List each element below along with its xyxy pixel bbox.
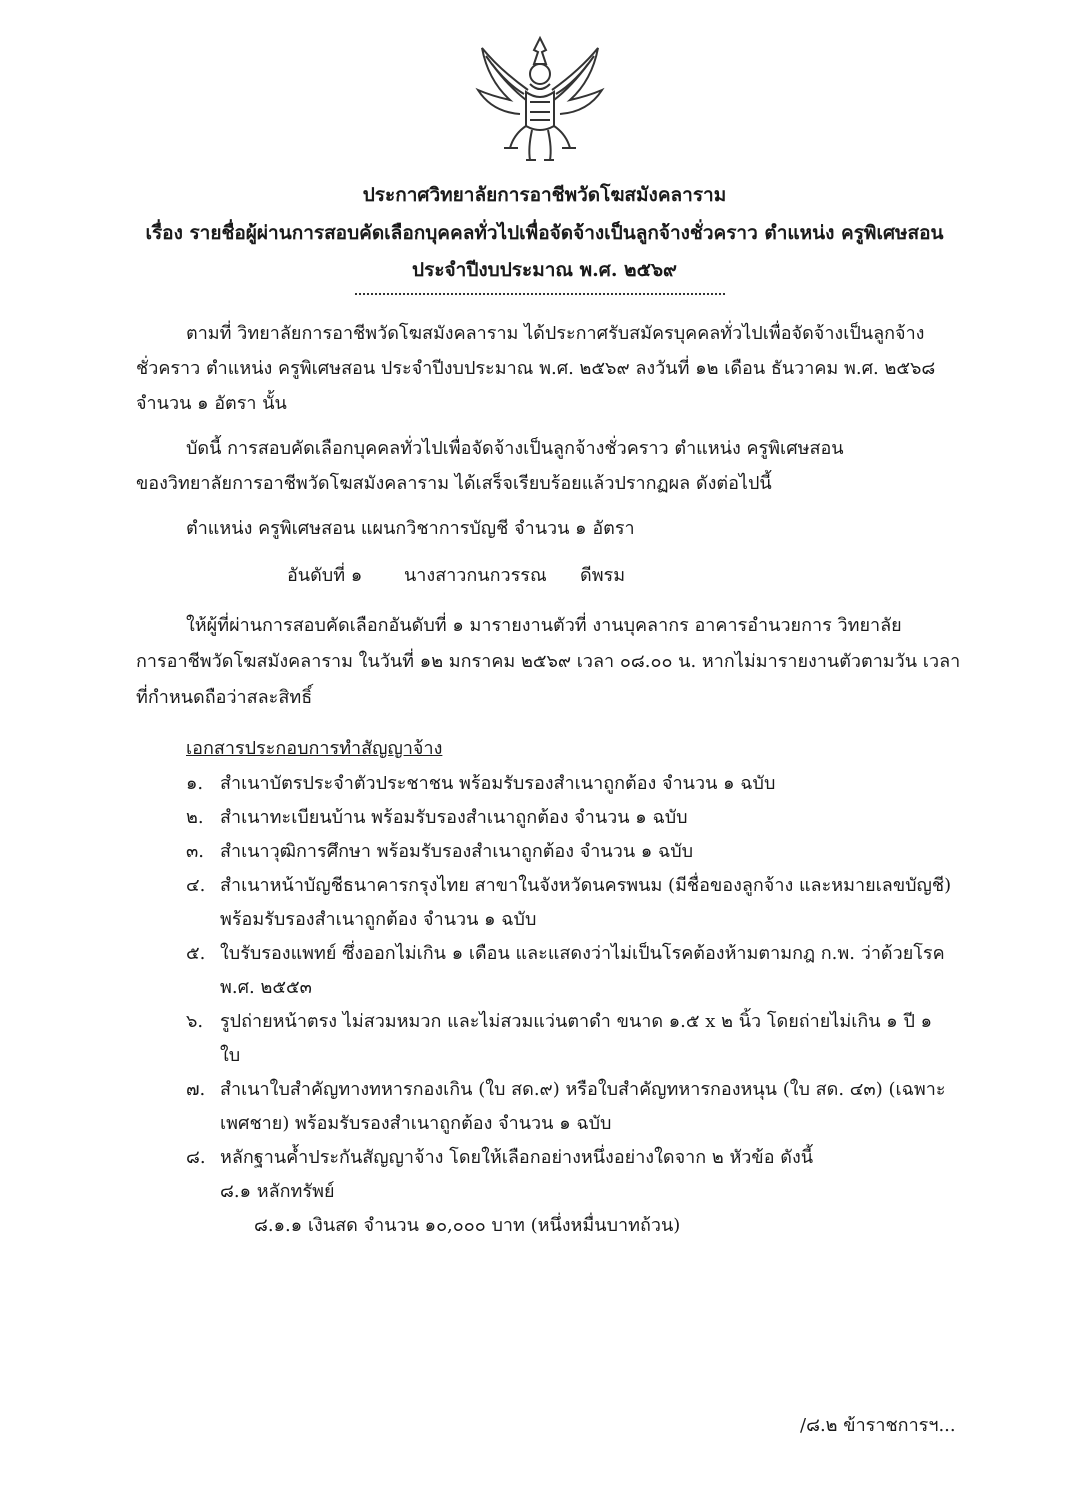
- item-text: ใบรับรองแพทย์ ซึ่งออกไม่เกิน ๑ เดือน และแสดงว่าไม่เป็นโรคต้องห้ามตามกฎ ก.พ. ว่าด้วยโรค: [220, 943, 945, 964]
- documents-heading: เอกสารประกอบการทำสัญญาจ้าง: [186, 738, 443, 759]
- document-item: [186, 1006, 932, 1035]
- document-item: [186, 802, 688, 831]
- announcement-title: ประกาศวิทยาลัยการอาชีพวัดโฆสมังคลาราม: [362, 184, 727, 206]
- position-line: ตำแหน่ง ครูพิเศษสอน แผนกวิชาการบัญชี จำนวน ๑ อัตรา: [186, 518, 635, 539]
- paragraph-line: ตามที่ วิทยาลัยการอาชีพวัดโฆสมังคลาราม ได้ประกาศรับสมัครบุคคลทั่วไปเพื่อจัดจ้างเป็นลูกจ้าง: [186, 323, 925, 344]
- document-item: [186, 836, 693, 865]
- result-rank: อันดับที่ ๑: [287, 565, 363, 586]
- item-number: ๖.: [186, 1011, 204, 1032]
- garuda-emblem-icon: [470, 30, 610, 165]
- item-text: สำเนาบัตรประจำตัวประชาชน พร้อมรับรองสำเนาถูกต้อง จำนวน ๑ ฉบับ: [220, 773, 776, 794]
- sub-sub-item: ๘.๑.๑ เงินสด จำนวน ๑๐,๐๐๐ บาท (หนึ่งหมื่นบาทถ้วน): [254, 1215, 681, 1236]
- document-item: [186, 1142, 813, 1171]
- document-item: [186, 870, 951, 899]
- item-number: ๒.: [186, 807, 204, 828]
- paragraph-line: ชั่วคราว ตำแหน่ง ครูพิเศษสอน ประจำปีงบประมาณ พ.ศ. ๒๕๖๙ ลงวันที่ ๑๒ เดือน ธันวาคม พ.ศ. ๒๕๖๘: [136, 358, 936, 379]
- document-item: [186, 768, 775, 797]
- dotted-divider: [355, 293, 725, 295]
- paragraph-line: ที่กำหนดถือว่าสละสิทธิ์: [136, 687, 313, 708]
- result-last-name: ดีพรม: [580, 565, 626, 586]
- paragraph-line: ของวิทยาลัยการอาชีพวัดโฆสมังคลาราม ได้เสร็จเรียบร้อยแล้วปรากฏผล ดังต่อไปนี้: [136, 473, 772, 494]
- paragraph-line: ให้ผู้ที่ผ่านการสอบคัดเลือกอันดับที่ ๑ มารายงานตัวที่ งานบุคลากร อาคารอำนวยการ วิทยาลัย: [186, 615, 902, 636]
- item-text-continued: พร้อมรับรองสำเนาถูกต้อง จำนวน ๑ ฉบับ: [220, 909, 537, 930]
- item-text: สำเนาใบสำคัญทางทหารกองเกิน (ใบ สด.๙) หรือใบสำคัญทหารกองหนุน (ใบ สด. ๔๓) (เฉพาะ: [220, 1079, 946, 1100]
- item-text: สำเนาหน้าบัญชีธนาคารกรุงไทย สาขาในจังหวัดนครพนม (มีชื่อของลูกจ้าง และหมายเลขบัญชี): [220, 875, 952, 896]
- paragraph-line: จำนวน ๑ อัตรา นั้น: [136, 393, 287, 414]
- sub-item: ๘.๑ หลักทรัพย์: [220, 1181, 335, 1202]
- item-text: สำเนาทะเบียนบ้าน พร้อมรับรองสำเนาถูกต้อง จำนวน ๑ ฉบับ: [220, 807, 688, 828]
- continuation-marker: /๘.๒ ข้าราชการฯ...: [800, 1415, 956, 1436]
- item-number: ๑.: [186, 773, 204, 794]
- item-text: รูปถ่ายหน้าตรง ไม่สวมหมวก และไม่สวมแว่นตาดำ ขนาด ๑.๕ x ๒ นิ้ว โดยถ่ายไม่เกิน ๑ ปี ๑: [220, 1011, 933, 1032]
- item-text-continued: พ.ศ. ๒๕๕๓: [220, 977, 312, 998]
- item-text-continued: ใบ: [220, 1045, 241, 1066]
- item-text-continued: เพศชาย) พร้อมรับรองสำเนาถูกต้อง จำนวน ๑ ฉบับ: [220, 1113, 612, 1134]
- paragraph-line: การอาชีพวัดโฆสมังคลาราม ในวันที่ ๑๒ มกราคม ๒๕๖๙ เวลา ๐๘.๐๐ น. หากไม่มารายงานตัวตามวัน เวลา: [136, 651, 961, 672]
- item-text: สำเนาวุฒิการศึกษา พร้อมรับรองสำเนาถูกต้อง จำนวน ๑ ฉบับ: [220, 841, 694, 862]
- item-number: ๓.: [186, 841, 205, 862]
- item-number: ๘.: [186, 1147, 206, 1168]
- result-first-name: นางสาวกนกวรรณ: [404, 565, 547, 586]
- item-number: ๗.: [186, 1079, 206, 1100]
- item-number: ๔.: [186, 875, 206, 896]
- document-item: [186, 938, 945, 967]
- announcement-subject: เรื่อง รายชื่อผู้ผ่านการสอบคัดเลือกบุคคลทั่วไปเพื่อจัดจ้างเป็นลูกจ้างชั่วคราว ตำแหน่ง ครูพิเศษสอน: [145, 222, 944, 244]
- fiscal-year-line: ประจำปีงบประมาณ พ.ศ. ๒๕๖๙: [412, 259, 677, 281]
- item-text: หลักฐานค้ำประกันสัญญาจ้าง โดยให้เลือกอย่างหนึ่งอย่างใดจาก ๒ หัวข้อ ดังนี้: [220, 1147, 814, 1168]
- item-number: ๕.: [186, 943, 206, 964]
- document-item: [186, 1074, 946, 1103]
- paragraph-line: บัดนี้ การสอบคัดเลือกบุคคลทั่วไปเพื่อจัดจ้างเป็นลูกจ้างชั่วคราว ตำแหน่ง ครูพิเศษสอน: [186, 438, 844, 459]
